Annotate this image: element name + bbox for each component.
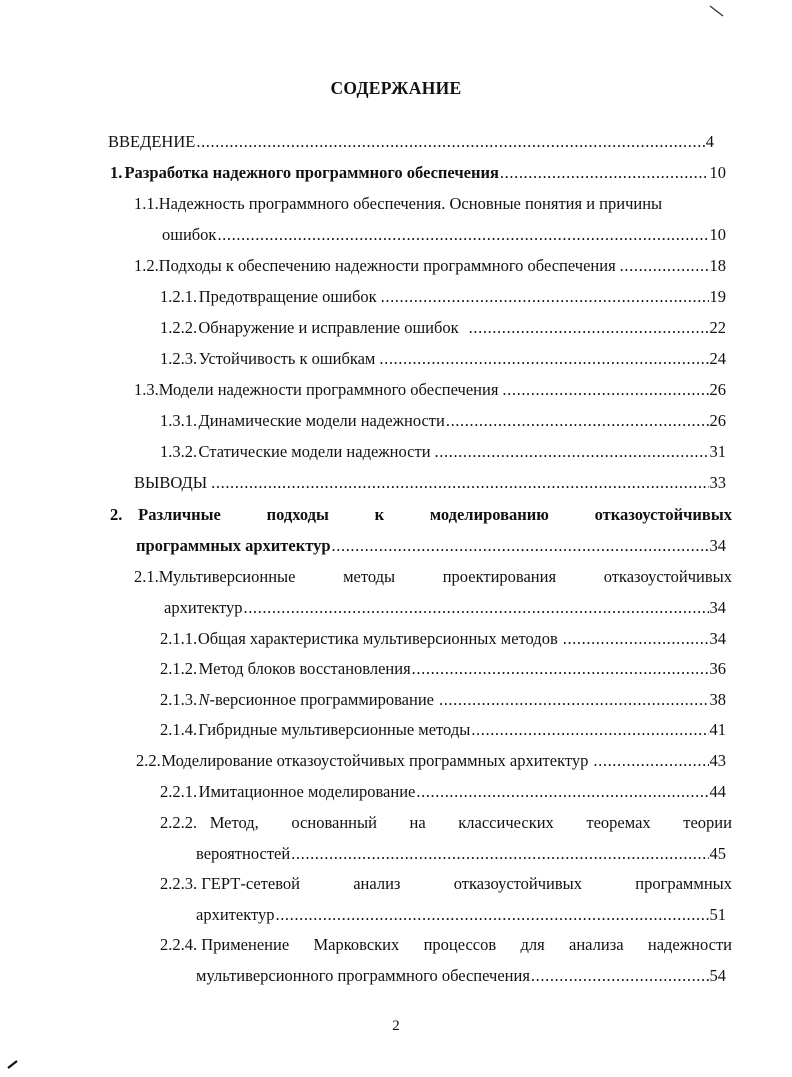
toc-leader: [439, 688, 709, 712]
toc-number: 2.2.3.: [160, 874, 198, 893]
toc-page: 41: [709, 720, 726, 739]
toc-word: на: [409, 813, 426, 832]
page-title: СОДЕРЖАНИЕ: [330, 78, 462, 98]
toc-label: Обнаружение и исправление ошибок: [198, 318, 459, 337]
toc-label: вероятностей: [196, 844, 291, 863]
toc-entry-2-1-line2: [164, 596, 726, 620]
toc-number: 2.1.: [134, 567, 159, 586]
toc-number-and-word: [134, 565, 295, 589]
toc-page: 31: [709, 442, 726, 461]
toc-entry-introduction: [108, 130, 714, 154]
scan-mark-top-right: [708, 4, 726, 18]
toc-number: 2.: [110, 505, 123, 524]
toc-number: 2.1.4.: [160, 720, 198, 739]
scan-mark-bottom-left: [6, 1058, 20, 1070]
toc-entry-1-2-3: [160, 347, 726, 371]
toc-entry-2-line1: [110, 503, 732, 527]
toc-page: 33: [709, 473, 726, 492]
toc-page: 34: [709, 536, 726, 555]
toc-word: анализа: [569, 935, 624, 954]
toc-number: 1.3.1.: [160, 411, 198, 430]
toc-entry-1-2: [134, 254, 726, 278]
toc-word: Различные: [138, 505, 221, 524]
toc-leader: [381, 285, 709, 309]
toc-word: теоремах: [586, 813, 651, 832]
toc-word: Метод,: [209, 813, 259, 832]
toc-word: методы: [343, 567, 396, 586]
toc-label: [198, 688, 434, 712]
toc-page: 19: [709, 287, 726, 306]
toc-word: проектирования: [442, 567, 557, 586]
toc-number: 2.2.1.: [160, 782, 198, 801]
toc-leader: [196, 130, 704, 154]
toc-word: Марковских: [313, 935, 400, 954]
toc-page: 10: [709, 225, 726, 244]
toc-page: 38: [709, 690, 726, 709]
toc-leader: [435, 440, 709, 464]
toc-number: 1.3.2.: [160, 442, 198, 461]
toc-word: отказоустойчивых: [603, 567, 732, 586]
toc-word: подходы: [266, 505, 329, 524]
toc-label: ВЫВОДЫ: [134, 473, 208, 492]
toc-label: ВВЕДЕНИЕ: [108, 132, 196, 151]
toc-number: 1.2.: [134, 256, 159, 275]
toc-leader: [332, 534, 709, 558]
toc-entry-1-1-line1: [134, 192, 732, 216]
toc-word: моделированию: [429, 505, 549, 524]
toc-word: к: [374, 505, 385, 524]
toc-word: процессов: [423, 935, 497, 954]
toc-entry-2-2-2-line1: [160, 811, 732, 835]
toc-entry-2-1-line1: [134, 565, 732, 589]
toc-number: 2.2.4.: [160, 935, 198, 954]
toc-number: 2.2.: [136, 751, 161, 770]
page-number: 2: [392, 1018, 400, 1034]
toc-page: 24: [709, 349, 726, 368]
toc-leader: [531, 964, 709, 988]
toc-page: 18: [709, 256, 726, 275]
toc-page: 26: [709, 380, 726, 399]
toc-page: 10: [709, 163, 726, 182]
toc-leader: [243, 596, 708, 620]
toc-entry-2-2-1: [160, 780, 726, 804]
toc-leader: [469, 316, 709, 340]
toc-number: 1.1.: [134, 194, 159, 213]
toc-page: 34: [709, 598, 726, 617]
toc-leader: [620, 254, 709, 278]
toc-leader: [446, 409, 709, 433]
toc-entry-1-3-2: [160, 440, 726, 464]
toc-label: Модели надежности программного обеспечения: [158, 380, 499, 399]
toc-page: 43: [709, 751, 726, 770]
toc-label: Динамические модели надежности: [198, 411, 445, 430]
toc-label: Метод блоков восстановления: [198, 659, 411, 678]
toc-page: 51: [709, 905, 726, 924]
toc-number-and-word: [160, 933, 289, 957]
toc-label: ошибок: [162, 225, 217, 244]
toc-entry-2-1-4: [160, 718, 726, 742]
toc-entry-2-2-4-line2: [196, 964, 726, 988]
toc-leader: [217, 223, 708, 247]
toc-label: архитектур: [164, 598, 243, 617]
toc-leader: [593, 749, 708, 773]
toc-word: отказоустойчивых: [594, 505, 732, 524]
toc-page: 44: [709, 782, 726, 801]
toc-number: 1.: [110, 163, 123, 182]
toc-entry-2-1-1: [160, 627, 726, 651]
toc-word: основанный: [291, 813, 377, 832]
toc-entry-1-2-2: [160, 316, 726, 340]
toc-page: 36: [709, 659, 726, 678]
toc-number: 2.1.3.: [160, 690, 198, 709]
toc-entry-2-2-2-line2: [196, 842, 726, 866]
toc-label: Устойчивость к ошибкам: [198, 349, 376, 368]
toc-page: 26: [709, 411, 726, 430]
toc-word: Применение: [201, 935, 290, 954]
toc-entry-2-2-3-line2: [196, 903, 726, 927]
toc-number: 1.2.3.: [160, 349, 198, 368]
toc-entry-2-2-3-line1: [160, 872, 732, 896]
toc-label: программных архитектур: [136, 536, 331, 555]
toc-entry-2-line2: [136, 534, 726, 558]
toc-label: мультиверсионного программного обеспечения: [196, 966, 530, 985]
toc-page: 22: [709, 318, 726, 337]
toc-number: 2.1.1.: [160, 629, 198, 648]
toc-leader: [471, 718, 708, 742]
toc-leader: [502, 378, 708, 402]
toc-label: Имитационное моделирование: [198, 782, 416, 801]
toc-word: теории: [683, 813, 732, 832]
toc-word: для: [520, 935, 545, 954]
toc-page: 4: [705, 132, 714, 151]
toc-entry-1-2-1: [160, 285, 726, 309]
toc-word: программных: [635, 874, 732, 893]
toc-entry-2-2: [136, 749, 726, 773]
toc-word: анализ: [353, 874, 401, 893]
toc-label-rest: -версионное программирование: [209, 690, 434, 709]
toc-label: Надежность программного обеспечения. Основные понятия и причины: [158, 194, 663, 213]
toc-label: архитектур: [196, 905, 275, 924]
toc-leader: [211, 471, 708, 495]
toc-label: Подходы к обеспечению надежности программного обеспечения: [158, 256, 616, 275]
toc-label: Гибридные мультиверсионные методы: [198, 720, 471, 739]
toc-page: 45: [709, 844, 726, 863]
toc-number: 1.2.1.: [160, 287, 198, 306]
toc-leader: [379, 347, 708, 371]
toc-number: 2.2.2.: [160, 813, 198, 832]
toc-leader: [412, 657, 709, 681]
toc-number-and-word: [160, 872, 300, 896]
toc-number: 1.2.2.: [160, 318, 198, 337]
toc-entry-1-1-line2: [162, 223, 726, 247]
toc-label: Разработка надежного программного обеспечения: [124, 163, 499, 182]
toc-word: надежности: [647, 935, 732, 954]
toc-entry-2-1-3: [160, 688, 726, 712]
toc-word: отказоустойчивых: [453, 874, 582, 893]
toc-word: ГЕРТ-сетевой: [201, 874, 300, 893]
toc-entry-conclusions: [134, 471, 726, 495]
toc-leader: [500, 161, 709, 185]
toc-label: Моделирование отказоустойчивых программных архитектур: [161, 751, 589, 770]
toc-entry-2-2-4-line1: [160, 933, 732, 957]
toc-label-italic: N: [198, 690, 210, 709]
toc-page: 34: [709, 629, 726, 648]
toc-label: Статические модели надежности: [198, 442, 431, 461]
toc-page: 54: [709, 966, 726, 985]
toc-leader: [275, 903, 708, 927]
toc-entry-1-3: [134, 378, 726, 402]
toc-entry-1-3-1: [160, 409, 726, 433]
toc-leader: [416, 780, 708, 804]
toc-number: 1.3.: [134, 380, 159, 399]
toc-word: Мультиверсионные: [158, 567, 296, 586]
toc-number: 2.1.2.: [160, 659, 198, 678]
toc-leader: [563, 627, 709, 651]
toc-entry-2-1-2: [160, 657, 726, 681]
toc-label: Общая характеристика мультиверсионных методов: [197, 629, 558, 648]
toc-word: классических: [458, 813, 554, 832]
toc-leader: [291, 842, 708, 866]
toc-label: Предотвращение ошибок: [198, 287, 377, 306]
toc-entry-1: [110, 161, 726, 185]
